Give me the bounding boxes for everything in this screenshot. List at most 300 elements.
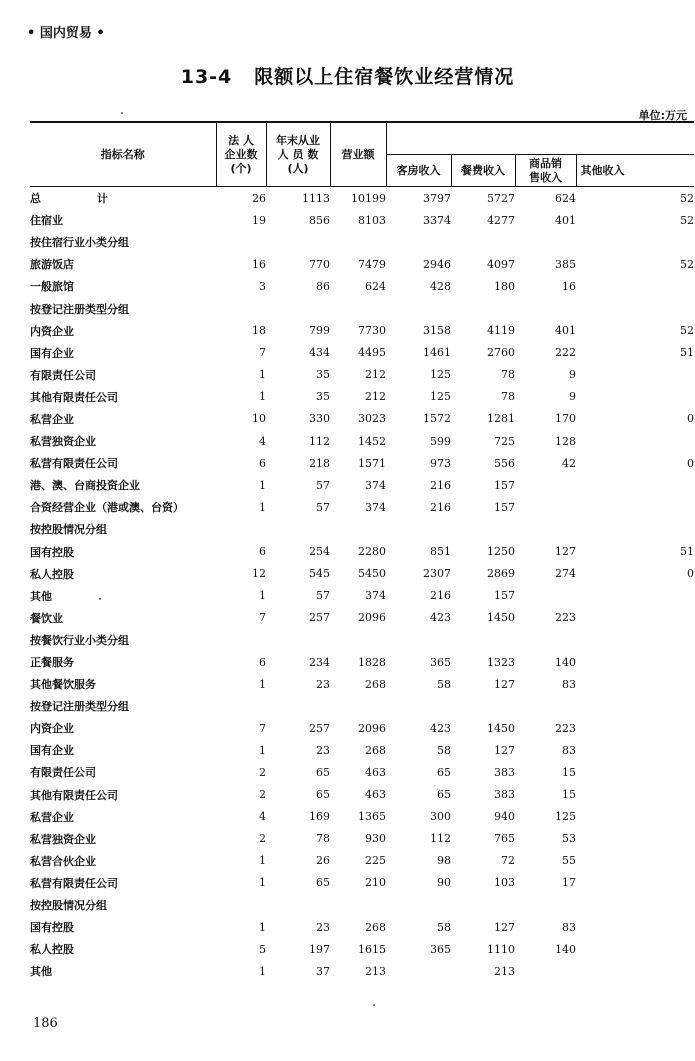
goods-income-cell: 140	[555, 655, 576, 669]
table-row	[30, 607, 694, 629]
goods-income-cell: 274	[555, 567, 576, 581]
section-tag: • 国内贸易 •	[27, 26, 105, 41]
meal-income-cell: 383	[494, 788, 515, 802]
row-label: 按登记注册类型分组	[30, 302, 129, 316]
meal-income-cell: 1281	[487, 412, 515, 426]
table-title: 限额以上住宿餐饮业经营情况	[254, 66, 515, 88]
meal-income-cell	[451, 629, 515, 651]
other-income-cell: 0	[687, 567, 694, 581]
table-body	[30, 187, 694, 983]
room-income-cell: 365	[430, 655, 451, 669]
row-label: 有限责任公司	[30, 368, 96, 382]
revenue-cell: 213	[365, 964, 386, 978]
row-label: 其他有限责任公司	[30, 390, 118, 404]
table-row	[30, 496, 694, 518]
meal-income-cell: 213	[494, 964, 515, 978]
table-row	[30, 761, 694, 783]
employees-cell: 257	[309, 611, 330, 625]
row-label: 住宿业	[30, 214, 63, 228]
row-label: 私营独资企业	[30, 832, 96, 846]
page-title	[0, 62, 695, 89]
revenue-cell: 1365	[358, 810, 386, 824]
room-income-cell: 90	[437, 876, 451, 890]
meal-income-cell: 127	[494, 743, 515, 757]
row-label: 其他	[30, 589, 52, 603]
other-income-cell: 52	[680, 257, 694, 271]
room-income-cell	[386, 231, 451, 253]
goods-income-cell	[515, 894, 576, 916]
other-income-cell	[576, 607, 694, 629]
goods-income-cell	[515, 695, 576, 717]
room-income-cell: 3158	[423, 324, 451, 338]
room-income-cell: 216	[430, 478, 451, 492]
goods-income-cell: 624	[555, 191, 576, 205]
employees-cell: 1113	[302, 191, 330, 205]
enterprises-cell: 1	[259, 390, 266, 404]
header-employees: 年末从业 人 员 数 (人)	[266, 122, 330, 187]
table-row	[30, 541, 694, 563]
meal-income-cell: 1250	[487, 545, 515, 559]
meal-income-cell: 1110	[487, 942, 515, 956]
revenue-cell	[330, 518, 386, 540]
revenue-cell: 930	[365, 832, 386, 846]
revenue-cell: 7730	[358, 324, 386, 338]
other-income-cell	[576, 739, 694, 761]
room-income-cell: 851	[430, 545, 451, 559]
meal-income-cell: 765	[494, 832, 515, 846]
table-row	[30, 695, 694, 717]
room-income-cell: 125	[430, 368, 451, 382]
goods-income-cell: 125	[555, 810, 576, 824]
statistics-table	[30, 121, 694, 982]
goods-income-cell: 42	[562, 456, 576, 470]
revenue-cell: 374	[365, 589, 386, 603]
other-income-cell	[576, 518, 694, 540]
table-row	[30, 275, 694, 297]
room-income-cell: 216	[430, 589, 451, 603]
employees-cell: 23	[316, 677, 330, 691]
room-income-cell: 3374	[423, 213, 451, 227]
room-income-cell: 423	[430, 721, 451, 735]
row-label: 港、澳、台商投资企业	[30, 479, 140, 493]
table-row	[30, 563, 694, 585]
employees-cell: 434	[309, 346, 330, 360]
room-income-cell	[386, 960, 451, 982]
enterprises-cell: 1	[259, 964, 266, 978]
enterprises-cell: 4	[259, 434, 266, 448]
scan-speck	[99, 598, 101, 600]
goods-income-cell	[515, 297, 576, 319]
row-label: 私营合伙企业	[30, 854, 96, 868]
meal-income-cell: 383	[494, 765, 515, 779]
other-income-cell	[576, 585, 694, 607]
table-row	[30, 187, 694, 210]
meal-income-cell: 78	[501, 368, 515, 382]
revenue-cell: 10199	[351, 191, 386, 205]
revenue-cell: 2096	[358, 611, 386, 625]
row-label: 私营独资企业	[30, 435, 96, 449]
other-income-cell	[576, 872, 694, 894]
row-label: 私营有限责任公司	[30, 457, 118, 471]
revenue-cell: 2096	[358, 721, 386, 735]
other-income-cell: 51	[680, 346, 694, 360]
goods-income-cell: 127	[555, 545, 576, 559]
enterprises-cell: 12	[252, 567, 266, 581]
goods-income-cell: 385	[555, 257, 576, 271]
table-row	[30, 452, 694, 474]
other-income-cell	[576, 474, 694, 496]
room-income-cell: 58	[437, 743, 451, 757]
table-row	[30, 960, 694, 982]
room-income-cell	[386, 894, 451, 916]
goods-income-cell: 401	[555, 213, 576, 227]
row-label: 其他	[30, 965, 52, 979]
room-income-cell: 300	[430, 810, 451, 824]
meal-income-cell	[451, 518, 515, 540]
table-row	[30, 938, 694, 960]
revenue-cell: 268	[365, 677, 386, 691]
goods-income-cell: 55	[562, 854, 576, 868]
employees-cell: 23	[316, 743, 330, 757]
table-row	[30, 651, 694, 673]
goods-income-cell	[515, 585, 576, 607]
enterprises-cell	[216, 231, 266, 253]
enterprises-cell: 2	[259, 788, 266, 802]
other-income-cell	[576, 364, 694, 386]
other-income-cell	[576, 297, 694, 319]
other-income-cell: 51	[680, 545, 694, 559]
revenue-cell: 374	[365, 478, 386, 492]
revenue-cell: 212	[365, 390, 386, 404]
enterprises-cell: 7	[259, 346, 266, 360]
enterprises-cell: 19	[252, 213, 266, 227]
goods-income-cell: 223	[555, 721, 576, 735]
goods-income-cell: 9	[569, 390, 576, 404]
table-row	[30, 916, 694, 938]
other-income-cell	[576, 695, 694, 717]
room-income-cell	[386, 297, 451, 319]
goods-income-cell: 53	[562, 832, 576, 846]
row-label: 国有控股	[30, 545, 74, 559]
employees-cell	[266, 894, 330, 916]
goods-income-cell: 15	[562, 765, 576, 779]
room-income-cell: 2946	[423, 257, 451, 271]
employees-cell: 112	[309, 434, 330, 448]
row-label: 正餐服务	[30, 656, 74, 670]
other-income-cell: 0	[687, 412, 694, 426]
goods-income-cell: 140	[555, 942, 576, 956]
enterprises-cell: 2	[259, 832, 266, 846]
other-income-cell	[576, 960, 694, 982]
row-label: 私营企业	[30, 412, 74, 426]
employees-cell: 57	[316, 478, 330, 492]
employees-cell: 330	[309, 412, 330, 426]
revenue-cell: 225	[365, 854, 386, 868]
goods-income-cell: 83	[562, 920, 576, 934]
other-income-cell	[576, 231, 694, 253]
room-income-cell: 58	[437, 920, 451, 934]
enterprises-cell	[216, 629, 266, 651]
meal-income-cell: 5727	[487, 191, 515, 205]
revenue-cell	[330, 894, 386, 916]
goods-income-cell: 16	[562, 279, 576, 293]
enterprises-cell: 7	[259, 611, 266, 625]
row-label: 有限责任公司	[30, 766, 96, 780]
enterprises-cell: 1	[259, 920, 266, 934]
table-row	[30, 850, 694, 872]
goods-income-cell	[515, 474, 576, 496]
unit-label: 单位:万元	[638, 109, 687, 122]
enterprises-cell: 26	[252, 191, 266, 205]
room-income-cell: 112	[430, 832, 451, 846]
revenue-cell: 210	[365, 876, 386, 890]
row-label: 一般旅馆	[30, 280, 74, 294]
enterprises-cell: 4	[259, 810, 266, 824]
header-revenue-breakdown	[386, 122, 694, 155]
header-room-income: 客房收入	[386, 155, 451, 187]
row-label: 私营企业	[30, 810, 74, 824]
row-label: 按登记注册类型分组	[30, 700, 129, 714]
enterprises-cell: 6	[259, 545, 266, 559]
other-income-cell	[576, 275, 694, 297]
goods-income-cell	[515, 518, 576, 540]
employees-cell: 57	[316, 589, 330, 603]
goods-income-cell: 15	[562, 788, 576, 802]
employees-cell: 57	[316, 500, 330, 514]
meal-income-cell	[451, 695, 515, 717]
scan-speck	[121, 112, 123, 114]
table-row	[30, 231, 694, 253]
table-number: 13-4	[180, 66, 233, 88]
room-income-cell: 1572	[423, 412, 451, 426]
enterprises-cell	[216, 695, 266, 717]
employees-cell: 65	[316, 765, 330, 779]
enterprises-cell: 1	[259, 500, 266, 514]
room-income-cell	[386, 518, 451, 540]
row-label: 国有控股	[30, 921, 74, 935]
revenue-cell: 463	[365, 788, 386, 802]
row-label: 按住宿行业小类分组	[30, 236, 129, 250]
row-label: 私营有限责任公司	[30, 876, 118, 890]
room-income-cell: 973	[430, 456, 451, 470]
table-row	[30, 253, 694, 275]
employees-cell: 234	[309, 655, 330, 669]
room-income-cell	[386, 695, 451, 717]
revenue-cell: 268	[365, 743, 386, 757]
enterprises-cell: 6	[259, 456, 266, 470]
other-income-cell	[576, 496, 694, 518]
employees-cell: 197	[309, 942, 330, 956]
table-row	[30, 872, 694, 894]
employees-cell: 65	[316, 788, 330, 802]
enterprises-cell: 1	[259, 478, 266, 492]
row-label: 国有企业	[30, 346, 74, 360]
employees-cell	[266, 629, 330, 651]
header-other-income: 其他收入	[576, 155, 694, 187]
employees-cell: 78	[316, 832, 330, 846]
meal-income-cell: 556	[494, 456, 515, 470]
scan-speck	[373, 1004, 375, 1006]
row-label: 其他有限责任公司	[30, 788, 118, 802]
table-row	[30, 408, 694, 430]
room-income-cell: 1461	[423, 346, 451, 360]
revenue-cell	[330, 695, 386, 717]
revenue-cell: 3023	[358, 412, 386, 426]
row-label: 按餐饮行业小类分组	[30, 633, 129, 647]
row-label: 总 计	[30, 192, 134, 206]
table-row	[30, 717, 694, 739]
enterprises-cell: 6	[259, 655, 266, 669]
enterprises-cell: 5	[259, 942, 266, 956]
goods-income-cell	[515, 231, 576, 253]
room-income-cell: 98	[437, 854, 451, 868]
enterprises-cell: 1	[259, 854, 266, 868]
employees-cell	[266, 231, 330, 253]
meal-income-cell: 2760	[487, 346, 515, 360]
revenue-cell: 5450	[358, 567, 386, 581]
other-income-cell: 52	[680, 213, 694, 227]
meal-income-cell: 157	[494, 500, 515, 514]
other-income-cell	[576, 784, 694, 806]
revenue-cell: 624	[365, 279, 386, 293]
employees-cell: 545	[309, 567, 330, 581]
other-income-cell: 52	[680, 191, 694, 205]
room-income-cell: 2307	[423, 567, 451, 581]
other-income-cell	[576, 806, 694, 828]
employees-cell: 26	[316, 854, 330, 868]
other-income-cell	[576, 761, 694, 783]
table-row	[30, 806, 694, 828]
employees-cell: 218	[309, 456, 330, 470]
table-row	[30, 828, 694, 850]
row-label: 按控股情况分组	[30, 899, 107, 913]
revenue-cell: 268	[365, 920, 386, 934]
employees-cell: 856	[309, 213, 330, 227]
meal-income-cell	[451, 231, 515, 253]
other-income-cell	[576, 828, 694, 850]
header-enterprises: 法 人 企业数 (个)	[216, 122, 266, 187]
row-label: 私人控股	[30, 567, 74, 581]
revenue-cell: 7479	[358, 257, 386, 271]
revenue-cell: 1615	[358, 942, 386, 956]
room-income-cell	[386, 629, 451, 651]
table-row	[30, 320, 694, 342]
enterprises-cell	[216, 518, 266, 540]
enterprises-cell: 1	[259, 589, 266, 603]
meal-income-cell	[451, 894, 515, 916]
enterprises-cell: 7	[259, 721, 266, 735]
table-row	[30, 894, 694, 916]
revenue-cell: 2280	[358, 545, 386, 559]
enterprises-cell	[216, 894, 266, 916]
meal-income-cell: 78	[501, 390, 515, 404]
meal-income-cell: 940	[494, 810, 515, 824]
employees-cell: 257	[309, 721, 330, 735]
enterprises-cell: 1	[259, 677, 266, 691]
goods-income-cell: 401	[555, 324, 576, 338]
row-label: 其他餐饮服务	[30, 678, 96, 692]
goods-income-cell: 223	[555, 611, 576, 625]
room-income-cell: 3797	[423, 191, 451, 205]
meal-income-cell: 157	[494, 478, 515, 492]
employees-cell: 35	[316, 390, 330, 404]
room-income-cell: 428	[430, 279, 451, 293]
revenue-cell: 8103	[358, 213, 386, 227]
room-income-cell: 365	[430, 942, 451, 956]
employees-cell: 770	[309, 257, 330, 271]
enterprises-cell: 10	[252, 412, 266, 426]
meal-income-cell: 127	[494, 677, 515, 691]
goods-income-cell	[515, 629, 576, 651]
row-label: 餐饮业	[30, 611, 63, 625]
revenue-cell: 4495	[358, 346, 386, 360]
employees-cell: 169	[309, 810, 330, 824]
room-income-cell: 58	[437, 677, 451, 691]
other-income-cell	[576, 850, 694, 872]
enterprises-cell: 1	[259, 876, 266, 890]
meal-income-cell: 4097	[487, 257, 515, 271]
header-meal-income: 餐费收入	[451, 155, 515, 187]
meal-income-cell: 127	[494, 920, 515, 934]
header-indicator-name: 指标名称	[100, 147, 145, 161]
revenue-cell: 212	[365, 368, 386, 382]
employees-cell: 23	[316, 920, 330, 934]
table-row	[30, 629, 694, 651]
revenue-cell: 463	[365, 765, 386, 779]
other-income-cell	[576, 430, 694, 452]
row-label: 私人控股	[30, 943, 74, 957]
employees-cell: 65	[316, 876, 330, 890]
enterprises-cell: 1	[259, 368, 266, 382]
employees-cell	[266, 518, 330, 540]
row-label: 内资企业	[30, 324, 74, 338]
revenue-cell	[330, 231, 386, 253]
enterprises-cell: 2	[259, 765, 266, 779]
goods-income-cell: 17	[562, 876, 576, 890]
meal-income-cell: 1450	[487, 611, 515, 625]
other-income-cell	[576, 651, 694, 673]
enterprises-cell: 1	[259, 743, 266, 757]
employees-cell: 86	[316, 279, 330, 293]
employees-cell: 37	[316, 964, 330, 978]
room-income-cell: 599	[430, 434, 451, 448]
other-income-cell: 0	[687, 456, 694, 470]
enterprises-cell	[216, 297, 266, 319]
row-label: 按控股情况分组	[30, 523, 107, 537]
goods-income-cell: 83	[562, 743, 576, 757]
row-label: 内资企业	[30, 722, 74, 736]
employees-cell: 35	[316, 368, 330, 382]
goods-income-cell: 9	[569, 368, 576, 382]
other-income-cell	[576, 629, 694, 651]
revenue-cell	[330, 629, 386, 651]
meal-income-cell: 1450	[487, 721, 515, 735]
employees-cell	[266, 695, 330, 717]
header-goods-income: 商品销 售收入	[515, 155, 576, 187]
employees-cell	[266, 297, 330, 319]
header-revenue: 营业额	[330, 122, 386, 187]
goods-income-cell	[515, 960, 576, 982]
room-income-cell: 216	[430, 500, 451, 514]
meal-income-cell: 103	[494, 876, 515, 890]
table-row	[30, 209, 694, 231]
revenue-cell: 1571	[358, 456, 386, 470]
meal-income-cell: 180	[494, 279, 515, 293]
revenue-cell: 1452	[358, 434, 386, 448]
row-label: 国有企业	[30, 744, 74, 758]
table-row	[30, 784, 694, 806]
meal-income-cell: 2869	[487, 567, 515, 581]
